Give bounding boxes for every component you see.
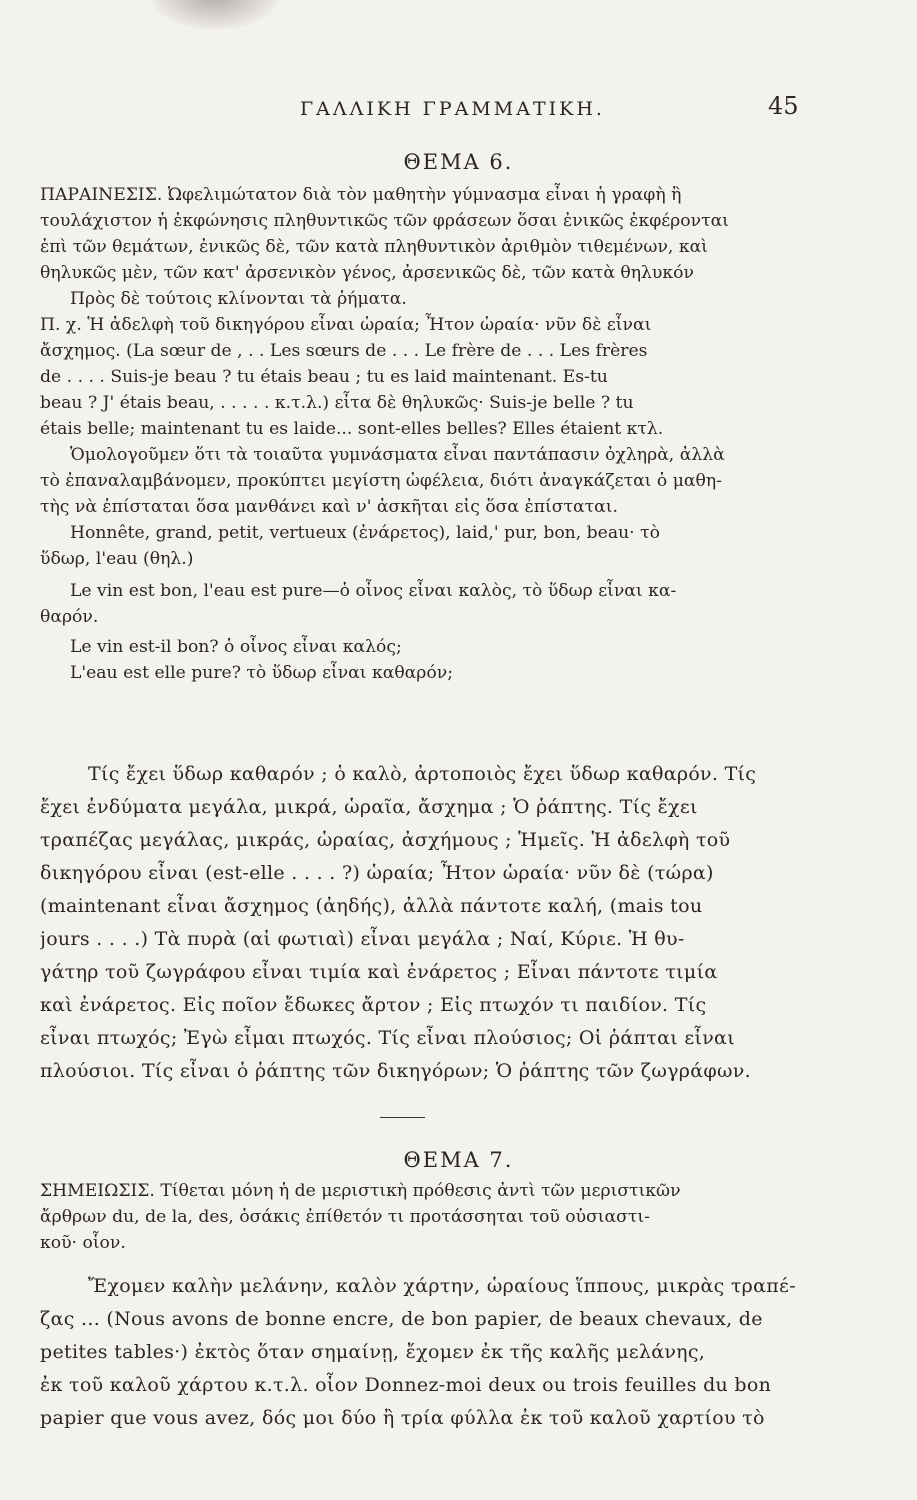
- theme-7-heading: ΘΕΜΑ 7.: [403, 1148, 514, 1172]
- text-line: θαρόν.: [40, 607, 99, 627]
- theme-6-heading: ΘΕΜΑ 6.: [403, 150, 514, 174]
- text-line: ΣΗΜΕΙΩΣΙΣ. Τίθεται μόνη ἡ de μεριστικὴ πρόθεσις ἀντὶ τῶν μεριστικῶν: [40, 1181, 681, 1201]
- text-line: τραπέζας μεγάλας, μικράς, ὡραίας, ἀσχήμους ; Ἡμεῖς. Ἡ ἀδελφὴ τοῦ: [40, 829, 731, 851]
- text-line: ἔχει ἐνδύματα μεγάλα, μικρά, ὡραῖα, ἄσχημα ; Ὁ ῥάπτης. Τίς ἔχει: [40, 796, 698, 818]
- text-line: Le vin est bon, l'eau est pure—ὁ οἶνος εἶναι καλὸς, τὸ ὕδωρ εἶναι κα-: [70, 581, 677, 601]
- text-line: Τίς ἔχει ὕδωρ καθαρόν ; ὁ καλὸ, ἀρτοποιὸς ἔχει ὕδωρ καθαρόν. Τίς: [88, 763, 757, 785]
- text-line: ἐπὶ τῶν θεμάτων, ἐνικῶς δὲ, τῶν κατὰ πληθυντικὸν ἀριθμὸν τιθεμένων, καὶ: [40, 237, 708, 257]
- text-line: θηλυκῶς μὲν, τῶν κατ' ἀρσενικὸν γένος, ἀρσενικῶς δὲ, τῶν κατὰ θηλυκόν: [40, 263, 694, 283]
- theme-6-instructions: [40, 182, 800, 686]
- text-line: ὕδωρ, l'eau (θηλ.): [40, 549, 194, 569]
- page-number: 45: [768, 92, 799, 120]
- text-line: ζας ... (Nous avons de bonne encre, de bon papier, de beaux chevaux, de: [40, 1308, 763, 1330]
- text-line: de . . . . Suis-je beau ? tu étais beau ; tu es laid maintenant. Es-tu: [40, 367, 608, 387]
- theme-6-exercise: [40, 758, 800, 1088]
- text-line: petites tables·) ἐκτὸς ὅταν σημαίνῃ, ἔχομεν ἐκ τῆς καλῆς μελάνης,: [40, 1341, 706, 1363]
- text-line: beau ? J' étais beau, . . . . . κ.τ.λ.) εἶτα δὲ θηλυκῶς· Suis-je belle ? tu: [40, 393, 634, 413]
- theme-7-note: [40, 1178, 800, 1435]
- text-line: Ἔχομεν καλὴν μελάνην, καλὸν χάρτην, ὡραίους ἵππους, μικρὰς τραπέ-: [88, 1275, 796, 1297]
- text-line: (maintenant εἶναι ἄσχημος (ἀηδής), ἀλλὰ πάντοτε καλή, (mais tou: [40, 895, 703, 917]
- text-line: jours . . . .) Τὰ πυρὰ (αἱ φωτιαὶ) εἶναι μεγάλα ; Ναί, Κύριε. Ἡ θυ-: [40, 928, 685, 950]
- text-line: Π. χ. Ἡ ἀδελφὴ τοῦ δικηγόρου εἶναι ὡραία; Ἦτον ὡραία· νῦν δὲ εἶναι: [40, 315, 652, 335]
- text-line: κοῦ· οἷον.: [40, 1233, 126, 1253]
- text-line: τὴς νὰ ἐπίσταται ὅσα μανθάνει καὶ ν' ἀσκῆται εἰς ὅσα ἐπίσταται.: [40, 497, 618, 517]
- text-line: Le vin est-il bon? ὁ οἶνος εἶναι καλός;: [70, 637, 402, 657]
- text-line: ἄσχημος. (La sœur de , . . Les sœurs de . . . Le frère de . . . Les frères: [40, 341, 648, 361]
- text-line: étais belle; maintenant tu es laide... sont-elles belles? Elles étaient κτλ.: [40, 419, 664, 439]
- page-smudge: [150, 0, 280, 30]
- text-line: Πρὸς δὲ τούτοις κλίνονται τὰ ῥήματα.: [70, 289, 407, 309]
- text-line: Ὁμολογοῦμεν ὅτι τὰ τοιαῦτα γυμνάσματα εἶναι παντάπασιν ὀχληρὰ, ἀλλὰ: [70, 445, 725, 465]
- text-line: papier que vous avez, δός μοι δύο ἢ τρία φύλλα ἐκ τοῦ καλοῦ χαρτίου τὸ: [40, 1407, 765, 1429]
- text-line: ΠΑΡΑΙΝΕΣΙΣ. Ὠφελιμώτατον διὰ τὸν μαθητὴν γύμνασμα εἶναι ἡ γραφὴ ἢ: [40, 185, 682, 205]
- text-line: γάτηρ τοῦ ζωγράφου εἶναι τιμία καὶ ἐνάρετος ; Εἶναι πάντοτε τιμία: [40, 961, 718, 983]
- text-line: L'eau est elle pure? τὸ ὕδωρ εἶναι καθαρόν;: [70, 663, 453, 683]
- text-line: ἐκ τοῦ καλοῦ χάρτου κ.τ.λ. οἷον Donnez-moi deux ou trois feuilles du bon: [40, 1374, 772, 1396]
- text-line: Honnête, grand, petit, vertueux (ἐνάρετος), laid,' pur, bon, beau· τὸ: [70, 523, 660, 543]
- text-line: καὶ ἐνάρετος. Εἰς ποῖον ἔδωκες ἄρτον ; Εἰς πτωχόν τι παιδίον. Τίς: [40, 994, 707, 1016]
- text-line: ἄρθρων du, de la, des, ὁσάκις ἐπίθετόν τι προτάσσηται τοῦ οὐσιαστι-: [40, 1207, 650, 1227]
- running-title: ΓΑΛΛΙΚΗ ΓΡΑΜΜΑΤΙΚΗ.: [300, 98, 605, 120]
- section-divider: [380, 1117, 425, 1118]
- text-line: τουλάχιστον ἡ ἐκφώνησις πληθυντικῶς τῶν φράσεων ὅσαι ἐνικῶς ἐκφέρονται: [40, 211, 729, 231]
- text-line: πλούσιοι. Τίς εἶναι ὁ ῥάπτης τῶν δικηγόρων; Ὁ ῥάπτης τῶν ζωγράφων.: [40, 1060, 751, 1082]
- text-line: εἶναι πτωχός; Ἐγὼ εἶμαι πτωχός. Τίς εἶναι πλούσιος; Οἱ ῥάπται εἶναι: [40, 1027, 735, 1049]
- text-line: δικηγόρου εἶναι (est-elle . . . . ?) ὡραία; Ἦτον ὡραία· νῦν δὲ (τώρα): [40, 862, 714, 884]
- page-header: [0, 92, 917, 128]
- text-line: τὸ ἐπαναλαμβάνομεν, προκύπτει μεγίστη ὠφέλεια, διότι ἀναγκάζεται ὁ μαθη-: [40, 471, 722, 491]
